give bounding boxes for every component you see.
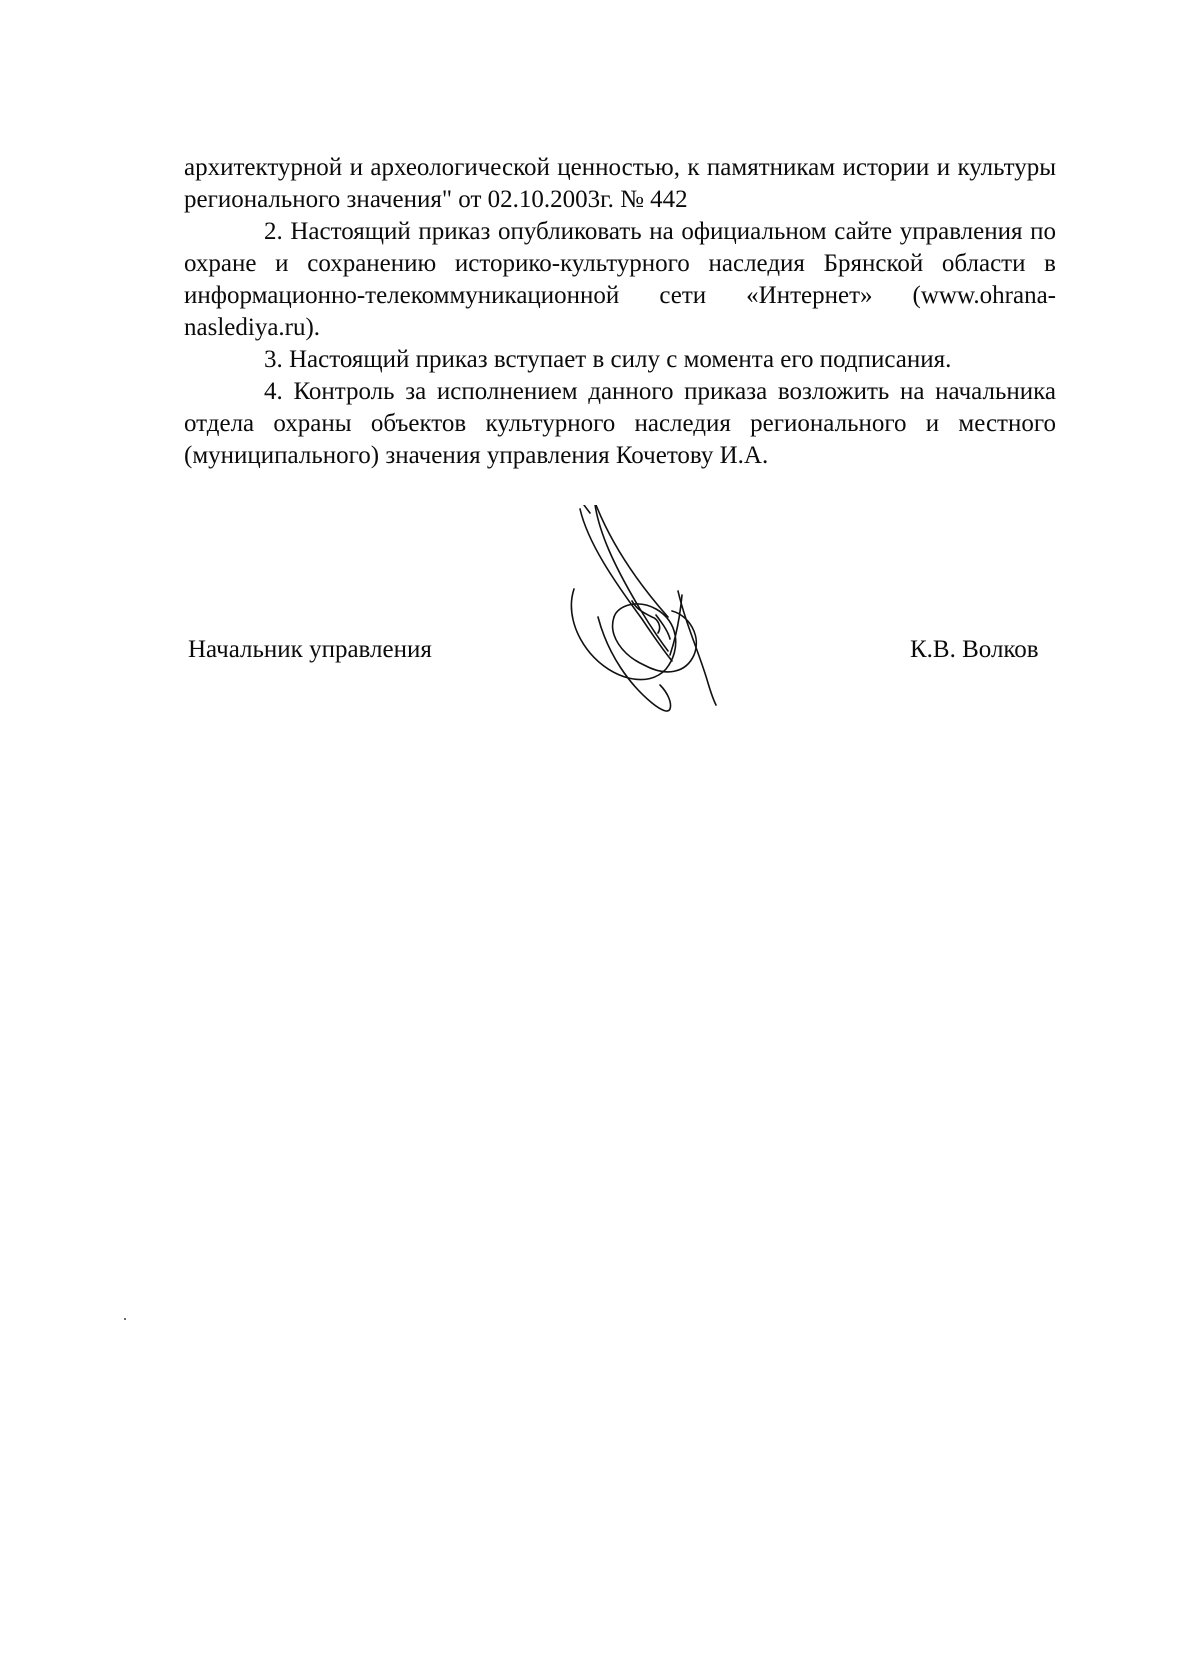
document-body <box>184 152 1056 472</box>
paragraph-item-3: 3. Настоящий приказ вступает в силу с момента его подписания. <box>264 346 952 373</box>
paragraph-item-4: 4. Контроль за исполнением данного приказа возложить на начальника отдела охраны объектов культурного наследия регионального и местного (муниципального) значения управления Кочетову И.А. <box>184 378 1056 469</box>
paragraph-continuation: архитектурной и археологической ценностью, к памятникам истории и культуры регионального значения" от 02.10.2003г. № 442 <box>184 154 1056 213</box>
scan-speck <box>124 1318 126 1320</box>
handwritten-signature <box>560 505 760 730</box>
signatory-name: К.В. Волков <box>910 636 1039 663</box>
signatory-position: Начальник управления <box>188 636 432 663</box>
paragraph-item-2: 2. Настоящий приказ опубликовать на официальном сайте управления по охране и сохранению историко-культурного наследия Брянской области в информационно-телекоммуникационной сети «Интернет» (www.ohrana-naslediya.ru). <box>184 218 1056 341</box>
